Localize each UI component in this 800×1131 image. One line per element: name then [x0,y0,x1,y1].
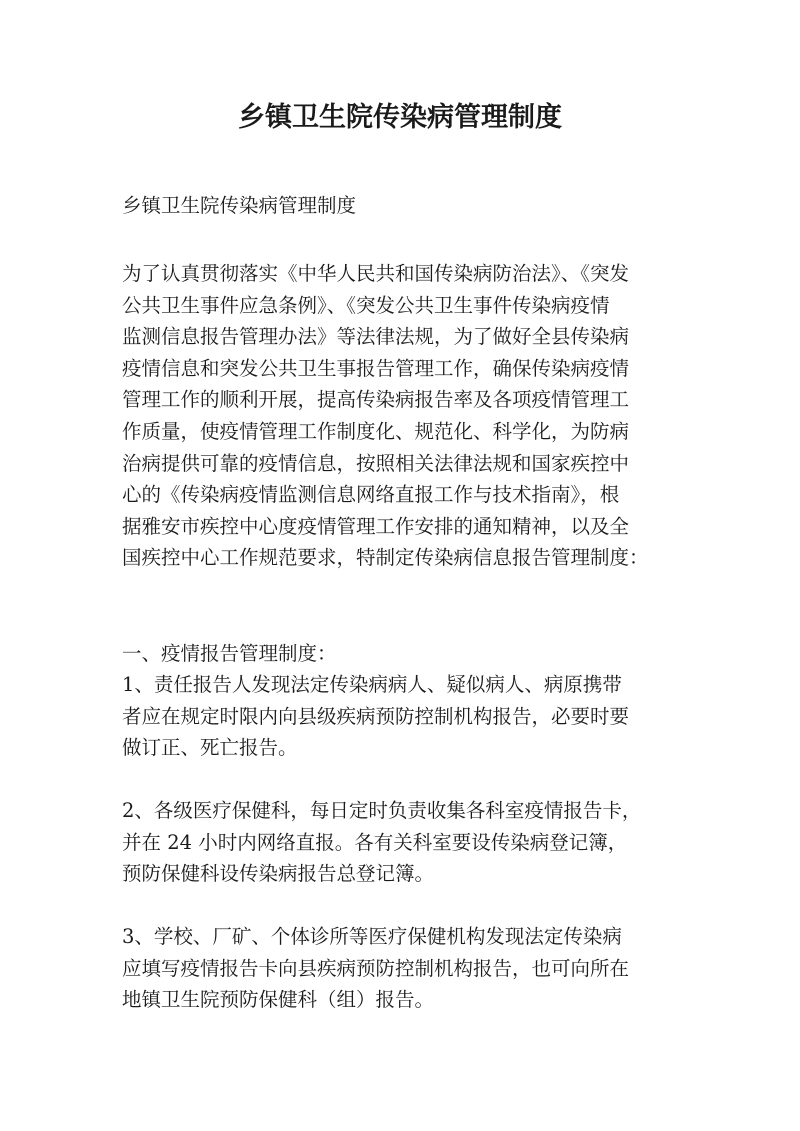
intro-paragraph [122,258,682,574]
paragraph-line: 地镇卫生院预防保健科（组）报告。 [122,988,435,1012]
section-heading: 一、疫情报告管理制度： [122,642,337,665]
section-heading-block [122,638,682,670]
document-subtitle: 乡镇卫生院传染病管理制度 [122,194,357,217]
paragraph-line: 治病提供可靠的疫情信息，按照相关法律法规和国家疾控中 [122,451,630,475]
paragraph-line: 据雅安市疾控中心度疫情管理工作安排的通知精神，以及全 [122,514,630,538]
paragraph-line: 1、责任报告人发现法定传染病病人、疑似病人、病原携带 [122,673,622,696]
paragraph-line: 并在 24 小时内网络直报。各有关科室要设传染病登记簿， [122,830,628,854]
paragraph-line: 监测信息报告管理办法》等法律法规，为了做好全县传染病 [122,325,630,349]
paragraph-line: 心的《传染病疫情监测信息网络直报工作与技术指南》，根 [122,483,620,507]
paragraph-line: 疫情信息和突发公共卫生事报告管理工作，确保传染病疫情 [122,356,630,380]
paragraph-line: 应填写疫情报告卡向县疾病预防控制机构报告，也可向所在 [122,956,630,980]
paragraph-line: 为了认真贯彻落实《中华人民共和国传染病防治法》、《突发 [122,262,630,285]
paragraph-line: 国疾控中心工作规范要求，特制定传染病信息报告管理制度： [122,546,649,570]
list-item-3 [122,921,682,1016]
paragraph-line: 作质量，使疫情管理工作制度化、规范化、科学化，为防病 [122,419,630,443]
paragraph-line: 2、各级医疗保健科，每日定时负责收集各科室疫情报告卡， [122,799,642,822]
paragraph-line: 公共卫生事件应急条例》、《突发公共卫生事件传染病疫情 [122,293,610,317]
list-item-2 [122,795,682,890]
paragraph-line: 者应在规定时限内向县级疾病预防控制机构报告，必要时要 [122,704,630,728]
document-title: 乡镇卫生院传染病管理制度 [238,102,562,133]
paragraph-line: 做订正、死亡报告。 [122,736,298,760]
paragraph-line: 3、学校、厂矿、个体诊所等医疗保健机构发现法定传染病 [122,925,622,948]
list-item-1 [122,669,682,764]
paragraph-line: 预防保健科设传染病报告总登记簿。 [122,862,435,886]
paragraph-line: 管理工作的顺利开展，提高传染病报告率及各项疫情管理工 [122,388,630,412]
